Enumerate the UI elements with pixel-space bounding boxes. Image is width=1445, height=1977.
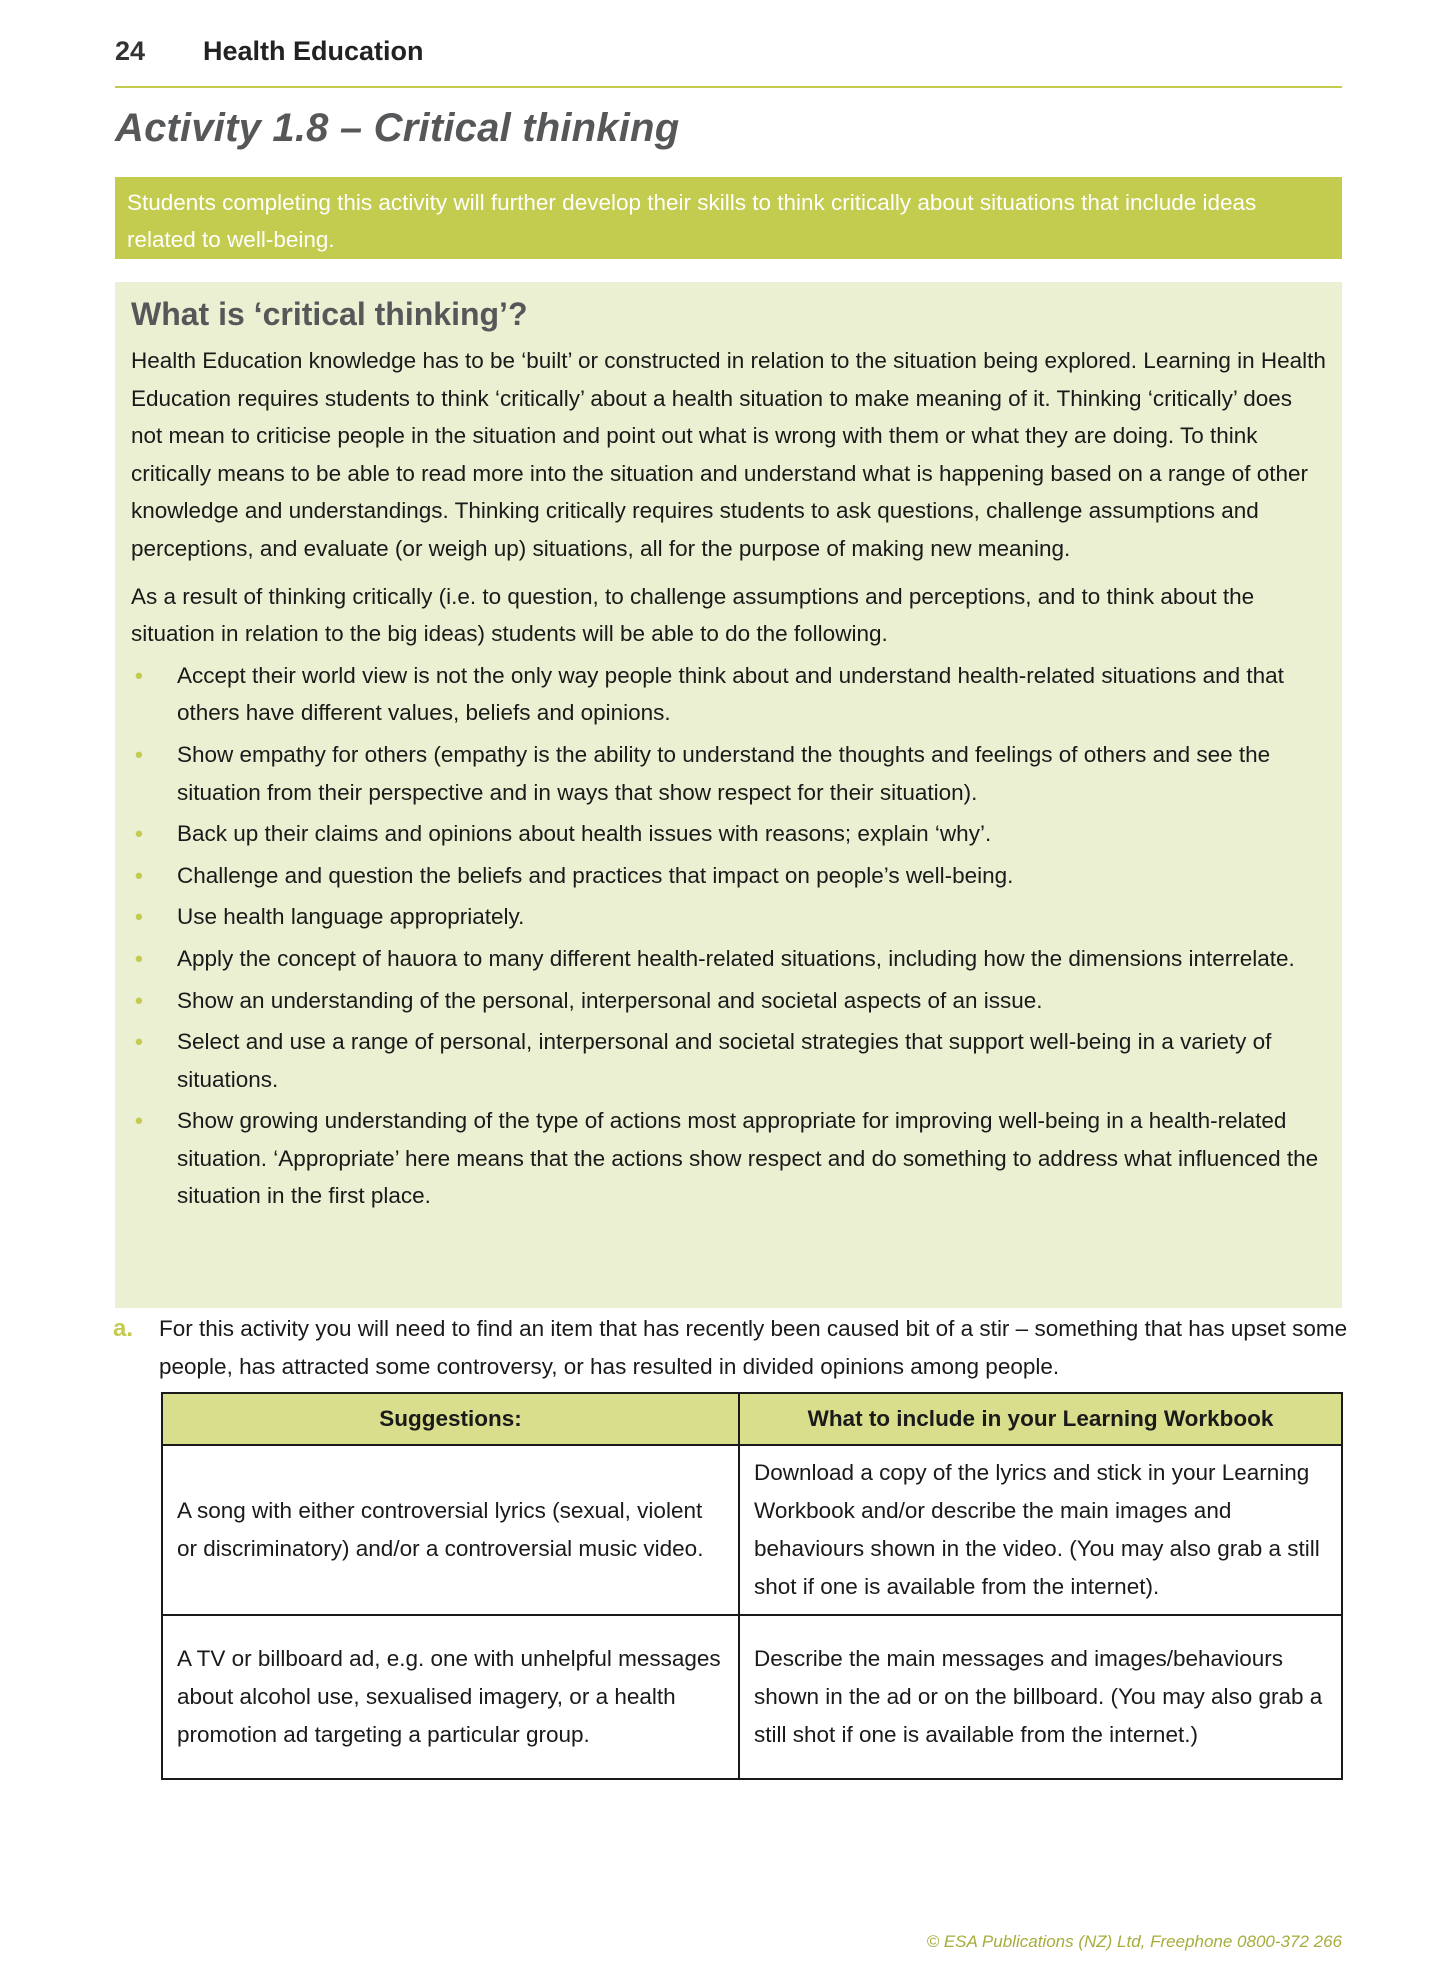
list-item: [131, 736, 1326, 811]
task-a: [113, 1310, 1353, 1386]
running-header: [115, 30, 1342, 88]
bullet-dot-icon: •: [135, 904, 143, 930]
table-cell: A TV or billboard ad, e.g. one with unhelpful messages about alcohol use, sexualised imagery, or a health promotion ad targeting a particular group.: [162, 1615, 739, 1779]
list-item: [131, 857, 1326, 895]
bullet-dot-icon: •: [135, 862, 143, 888]
box-paragraph-1: Health Education knowledge has to be ‘built’ or constructed in relation to the situation being explored. Learning in Health Education requires students to think ‘critically’ about a health situation to make meaning of it. Thinking ‘critically’ does not mean to criticise people in the situation and point out what is wrong with them or what they are doing. To think critically means to be able to read more into the situation and understand what is happening based on a range of other knowledge and understandings. Thinking critically requires students to ask questions, challenge assumptions and perceptions, and evaluate (or weigh up) situations, all for the purpose of making new meaning.: [131, 348, 1326, 561]
intro-text: Students completing this activity will further develop their skills to think critically about situations that include ideas related to well-being.: [127, 190, 1257, 252]
list-item-text: Back up their claims and opinions about health issues with reasons; explain ‘why’.: [177, 821, 992, 847]
table-row: [162, 1445, 1342, 1615]
bullet-dot-icon: •: [135, 1029, 143, 1055]
column-header-workbook: What to include in your Learning Workbook: [739, 1393, 1342, 1445]
box-heading: What is ‘critical thinking’?: [131, 296, 528, 332]
bullet-dot-icon: •: [135, 741, 143, 767]
column-header-suggestions: Suggestions:: [162, 1393, 739, 1445]
task-letter: a.: [113, 1315, 134, 1342]
list-item-text: Show growing understanding of the type of actions most appropriate for improving well-being in a health-related situation. ‘Appropriate’ here means that the actions show respect and do something to address what influenced the situation in the first place.: [177, 1108, 1319, 1209]
bullet-dot-icon: •: [135, 1108, 143, 1134]
list-item: [131, 898, 1326, 936]
intro-band: [115, 177, 1342, 259]
list-item: [131, 1102, 1326, 1215]
list-item-text: Apply the concept of hauora to many different health-related situations, including how the dimensions interrelate.: [177, 945, 1295, 971]
critical-thinking-box: [115, 282, 1342, 1308]
table-row: [162, 1615, 1342, 1779]
task-text: For this activity you will need to find an item that has recently been caused bit of a stir – something that has upset some people, has attracted some controversy, or has resulted in divided opinions among people.: [159, 1316, 1348, 1379]
activity-title: Activity 1.8 – Critical thinking: [115, 106, 680, 150]
bullet-dot-icon: •: [135, 945, 143, 971]
footer-copyright: © ESA Publications (NZ) Ltd, Freephone 0800-372 266: [926, 1932, 1342, 1951]
list-item: [131, 982, 1326, 1020]
list-item-text: Show empathy for others (empathy is the ability to understand the thoughts and feelings of others and see the situation from their perspective and in ways that show respect for their situation).: [177, 741, 1271, 805]
list-item: [131, 1023, 1326, 1098]
table-cell: Describe the main messages and images/behaviours shown in the ad or on the billboard. (You may also grab a still shot if one is available from the internet.): [739, 1615, 1342, 1779]
bullet-dot-icon: •: [135, 821, 143, 847]
page-number: 24: [115, 36, 146, 66]
book-title: Health Education: [203, 36, 424, 66]
list-item: [131, 940, 1326, 978]
table-cell: A song with either controversial lyrics (sexual, violent or discriminatory) and/or a controversial music video.: [162, 1445, 739, 1615]
list-item-text: Challenge and question the beliefs and practices that impact on people’s well-being.: [177, 862, 1014, 888]
bullet-dot-icon: •: [135, 987, 143, 1013]
list-item-text: Use health language appropriately.: [177, 904, 525, 930]
outcomes-list: [131, 657, 1326, 1215]
list-item-text: Accept their world view is not the only way people think about and understand health-related situations and that others have different values, beliefs and opinions.: [177, 662, 1284, 726]
list-item-text: Show an understanding of the personal, interpersonal and societal aspects of an issue.: [177, 987, 1043, 1013]
list-item: [131, 815, 1326, 853]
list-item-text: Select and use a range of personal, interpersonal and societal strategies that support well-being in a variety of situations.: [177, 1029, 1272, 1092]
list-item: [131, 657, 1326, 732]
suggestions-table: [161, 1392, 1343, 1780]
table-header-row: [162, 1393, 1342, 1445]
box-paragraph-2: As a result of thinking critically (i.e. to question, to challenge assumptions and perceptions, and to think about the situation in relation to the big ideas) students will be able to do the following.: [131, 583, 1255, 647]
table-cell: Download a copy of the lyrics and stick in your Learning Workbook and/or describe the main images and behaviours shown in the video. (You may also grab a still shot if one is available from the internet).: [739, 1445, 1342, 1615]
bullet-dot-icon: •: [135, 662, 143, 688]
